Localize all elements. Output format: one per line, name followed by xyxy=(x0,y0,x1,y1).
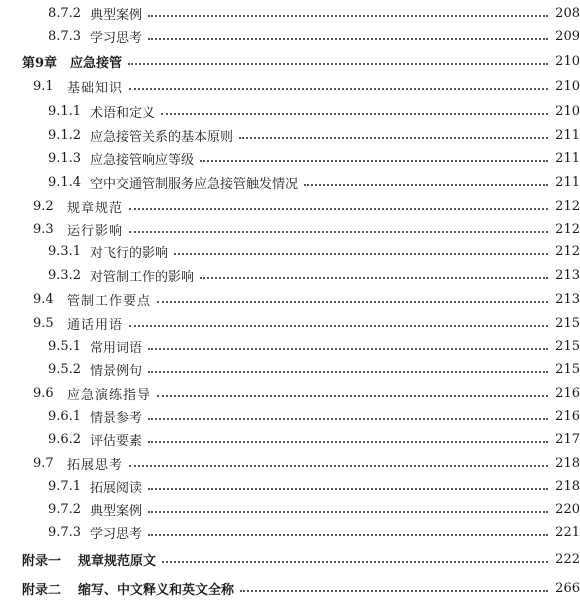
toc-entry-title: 学习思考 xyxy=(90,526,143,542)
toc-entry xyxy=(0,100,580,122)
toc-entry-number: 9.5.1 xyxy=(48,338,82,354)
toc-entry xyxy=(0,147,580,169)
toc-entry-title: 基础知识 xyxy=(67,80,124,96)
toc-entry-number: 附录二 xyxy=(22,582,62,598)
toc-entry-title: 通话用语 xyxy=(67,317,124,333)
dot-leader xyxy=(174,253,548,255)
toc-entry-number: 8.7.3 xyxy=(48,28,82,44)
toc-entry-title: 评估要素 xyxy=(90,433,143,449)
toc-entry-number: 9.1.1 xyxy=(48,103,82,119)
toc-entry-number: 9.4 xyxy=(33,291,54,307)
dot-leader xyxy=(162,561,548,563)
toc-entry-number: 9.6.1 xyxy=(48,408,82,424)
toc-entry xyxy=(0,521,580,543)
dot-leader xyxy=(240,590,548,592)
toc-entry-page: 211 xyxy=(555,174,580,190)
toc-entry xyxy=(0,498,580,520)
toc-entry-page: 266 xyxy=(555,580,580,596)
dot-leader xyxy=(129,465,548,467)
toc-entry xyxy=(0,382,580,404)
toc-entry-title: 应急接管 xyxy=(70,55,123,71)
toc-entry-number: 9.5 xyxy=(33,315,54,331)
dot-leader xyxy=(148,371,548,373)
toc-entry-title: 运行影响 xyxy=(67,223,124,239)
toc-entry-page: 215 xyxy=(555,338,580,354)
toc-entry xyxy=(0,288,580,310)
toc-entry xyxy=(0,171,580,193)
toc-entry-title: 学习思考 xyxy=(90,30,143,46)
toc-entry-page: 211 xyxy=(555,150,580,166)
dot-leader xyxy=(157,395,548,397)
dot-leader xyxy=(148,511,548,513)
toc-entry-page: 216 xyxy=(555,385,580,401)
toc-entry xyxy=(0,75,580,97)
toc-entry-number: 9.7 xyxy=(33,455,54,471)
dot-leader xyxy=(129,208,548,210)
toc-entry-page: 221 xyxy=(555,524,580,540)
toc-entry xyxy=(0,240,580,262)
toc-entry xyxy=(0,2,580,24)
toc-entry-title: 缩写、中文释义和英文全称 xyxy=(78,582,235,598)
toc-entry-page: 216 xyxy=(555,408,580,424)
toc-entry-title: 典型案例 xyxy=(90,503,143,519)
toc-entry xyxy=(0,335,580,357)
toc-entry-number: 9.3.2 xyxy=(48,267,82,283)
dot-leader xyxy=(304,184,548,186)
toc-entry-number: 9.1.4 xyxy=(48,174,82,190)
toc-entry-number: 9.6 xyxy=(33,385,54,401)
toc-entry-title: 空中交通管制服务应急接管触发情况 xyxy=(90,176,299,192)
toc-entry-page: 218 xyxy=(555,455,580,471)
toc-entry-title: 情景例句 xyxy=(90,363,143,379)
toc-entry-page: 213 xyxy=(555,291,580,307)
toc-entry-title: 应急演练指导 xyxy=(67,387,152,403)
dot-leader xyxy=(157,301,548,303)
toc-entry-page: 210 xyxy=(555,103,580,119)
dot-leader xyxy=(200,160,548,162)
toc-entry-title: 应急接管关系的基本原则 xyxy=(90,129,234,145)
toc-entry xyxy=(0,25,580,47)
dot-leader xyxy=(148,15,548,17)
toc-entry-title: 规章规范 xyxy=(67,200,124,216)
toc-entry-title: 术语和定义 xyxy=(90,105,156,121)
toc-entry-page: 212 xyxy=(555,221,580,237)
dot-leader xyxy=(128,63,548,65)
toc-entry-number: 9.3 xyxy=(33,221,54,237)
toc-entry xyxy=(0,124,580,146)
toc-entry xyxy=(0,195,580,217)
toc-entry-page: 218 xyxy=(555,478,580,494)
toc-entry-title: 典型案例 xyxy=(90,7,143,23)
toc-entry xyxy=(0,312,580,334)
toc-entry-number: 附录一 xyxy=(22,553,62,569)
toc-entry-title: 对飞行的影响 xyxy=(90,245,169,261)
dot-leader xyxy=(148,348,548,350)
dot-leader xyxy=(148,38,548,40)
toc-entry-page: 222 xyxy=(555,551,580,567)
toc-entry-title: 规章规范原文 xyxy=(78,553,157,569)
toc-entry xyxy=(0,475,580,497)
toc-entry-number: 9.3.1 xyxy=(48,243,82,259)
toc-entry-page: 212 xyxy=(555,198,580,214)
toc-entry xyxy=(0,548,580,570)
toc-entry-page: 212 xyxy=(555,243,580,259)
toc-entry-page: 208 xyxy=(555,5,580,21)
toc-entry-number: 9.5.2 xyxy=(48,361,82,377)
dot-leader xyxy=(148,418,548,420)
toc-entry-title: 常用词语 xyxy=(90,340,143,356)
toc-entry-page: 215 xyxy=(555,361,580,377)
toc-entry-page: 217 xyxy=(555,431,580,447)
toc-entry xyxy=(0,577,580,599)
toc-entry-number: 9.7.2 xyxy=(48,501,82,517)
toc-entry xyxy=(0,405,580,427)
toc-entry xyxy=(0,428,580,450)
toc-entry-title: 拓展阅读 xyxy=(90,480,143,496)
toc-entry xyxy=(0,452,580,474)
toc-entry-number: 8.7.2 xyxy=(48,5,82,21)
toc-entry-number: 9.7.3 xyxy=(48,524,82,540)
toc-entry-number: 9.1.3 xyxy=(48,150,82,166)
toc-entry-page: 210 xyxy=(555,78,580,94)
toc-entry-number: 9.1.2 xyxy=(48,127,82,143)
toc-entry-number: 第9章 xyxy=(22,55,58,71)
toc-entry-number: 9.7.1 xyxy=(48,478,82,494)
toc-entry xyxy=(0,358,580,380)
toc-entry-page: 210 xyxy=(555,53,580,69)
dot-leader xyxy=(129,231,548,233)
toc-entry-number: 9.1 xyxy=(33,78,54,94)
toc-entry-title: 拓展思考 xyxy=(67,457,124,473)
toc-entry-title: 对管制工作的影响 xyxy=(90,269,195,285)
toc-entry xyxy=(0,218,580,240)
toc-entry-number: 9.2 xyxy=(33,198,54,214)
dot-leader xyxy=(200,277,548,279)
toc-entry-page: 220 xyxy=(555,501,580,517)
dot-leader xyxy=(161,113,548,115)
toc-entry-title: 情景参考 xyxy=(90,410,143,426)
dot-leader xyxy=(129,325,548,327)
toc-entry-page: 211 xyxy=(555,127,580,143)
toc-entry xyxy=(0,50,580,72)
dot-leader xyxy=(148,488,548,490)
toc-entry-page: 213 xyxy=(555,267,580,283)
toc-entry-page: 209 xyxy=(555,28,580,44)
toc-entry-title: 应急接管响应等级 xyxy=(90,152,195,168)
dot-leader xyxy=(148,534,548,536)
toc-entry xyxy=(0,264,580,286)
toc-entry-page: 215 xyxy=(555,315,580,331)
dot-leader xyxy=(129,88,548,90)
dot-leader xyxy=(148,441,548,443)
toc-entry-title: 管制工作要点 xyxy=(67,293,152,309)
toc-entry-number: 9.6.2 xyxy=(48,431,82,447)
dot-leader xyxy=(239,137,548,139)
